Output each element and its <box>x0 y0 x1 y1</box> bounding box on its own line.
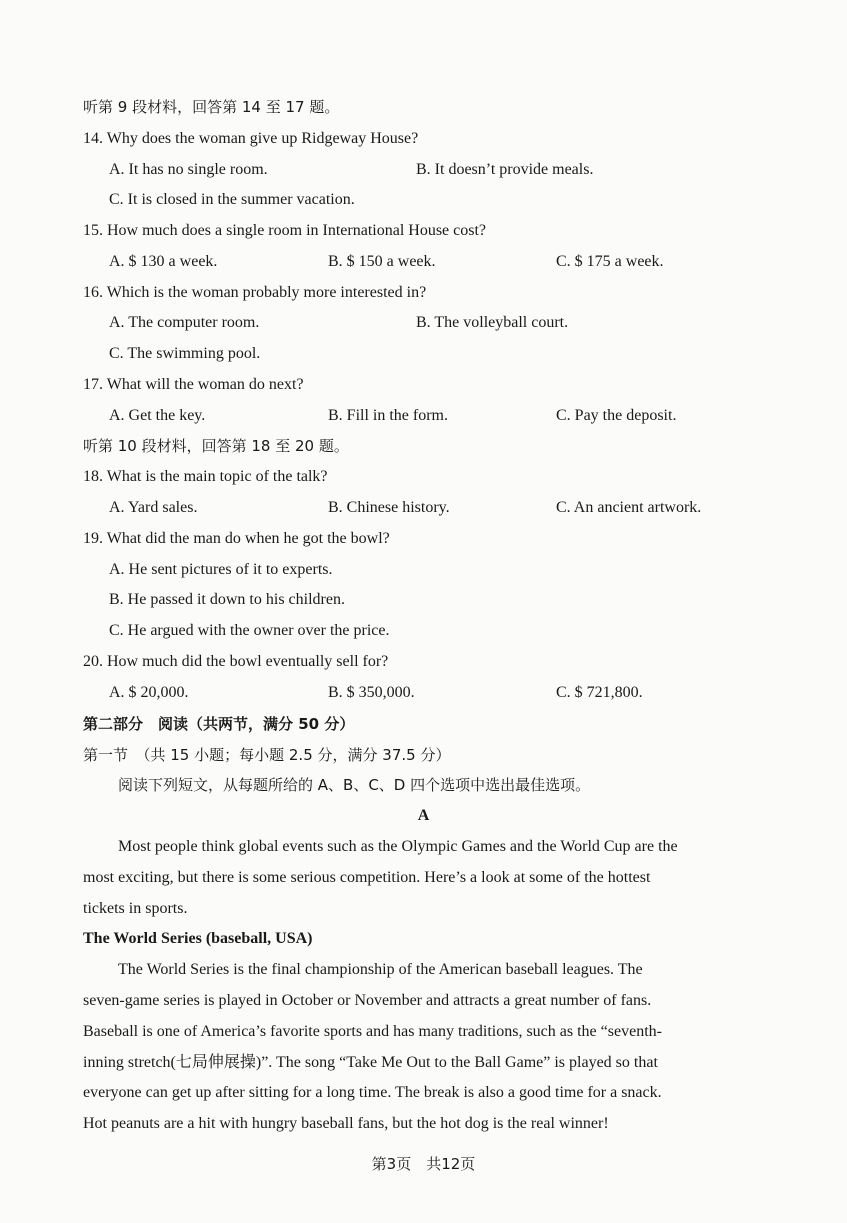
question-19: 19. What did the man do when he got the bowl? <box>83 530 390 547</box>
question-18: 18. What is the main topic of the talk? <box>83 468 328 485</box>
q16-option-c: C. The swimming pool. <box>109 345 261 362</box>
question-20: 20. How much did the bowl eventually sell for? <box>83 653 389 670</box>
passage-paragraph-line: inning stretch(七局伸展操)”. The song “Take Me Out to the Ball Game” is played so that <box>83 1054 658 1071</box>
section-one-heading: 第一节 （共 15 小题；每小题 2.5 分，满分 37.5 分） <box>83 746 451 764</box>
q20-option-a: A. $ 20,000. <box>109 684 189 701</box>
passage-paragraph-line: The World Series is the final championship of the American baseball leagues. The <box>118 961 643 978</box>
passage-paragraph-line: Most people think global events such as the Olympic Games and the World Cup are the <box>118 838 678 855</box>
passage-label: A <box>417 807 430 824</box>
part-two-heading: 第二部分 阅读（共两节，满分 50 分） <box>83 715 355 733</box>
question-17: 17. What will the woman do next? <box>83 376 304 393</box>
q19-option-b: B. He passed it down to his children. <box>109 591 345 608</box>
passage-paragraph-line: Baseball is one of America’s favorite sports and has many traditions, such as the “seventh- <box>83 1023 662 1040</box>
q17-option-a: A. Get the key. <box>109 407 206 424</box>
q16-option-b: B. The volleyball court. <box>416 314 569 331</box>
q15-option-c: C. $ 175 a week. <box>556 253 664 270</box>
q14-option-a: A. It has no single room. <box>109 161 268 178</box>
passage-subheading: The World Series (baseball, USA) <box>83 930 313 947</box>
reading-instruction: 阅读下列短文，从每题所给的 A、B、C、D 四个选项中选出最佳选项。 <box>118 776 591 794</box>
q14-option-b: B. It doesn’t provide meals. <box>416 161 594 178</box>
q19-option-a: A. He sent pictures of it to experts. <box>109 561 333 578</box>
q20-option-c: C. $ 721,800. <box>556 684 643 701</box>
passage-paragraph-line: everyone can get up after sitting for a long time. The break is also a good time for a snack. <box>83 1084 662 1101</box>
q18-option-a: A. Yard sales. <box>109 499 198 516</box>
page-footer: 第3页 共12页 <box>371 1155 476 1173</box>
passage-paragraph-line: Hot peanuts are a hit with hungry baseball fans, but the hot dog is the real winner! <box>83 1115 609 1132</box>
question-14: 14. Why does the woman give up Ridgeway House? <box>83 130 419 147</box>
q20-option-b: B. $ 350,000. <box>328 684 415 701</box>
q18-option-c: C. An ancient artwork. <box>556 499 702 516</box>
question-16: 16. Which is the woman probably more interested in? <box>83 284 427 301</box>
passage-paragraph-line: tickets in sports. <box>83 900 188 917</box>
q15-option-b: B. $ 150 a week. <box>328 253 436 270</box>
passage-paragraph-line: seven-game series is played in October or November and attracts a great number of fans. <box>83 992 652 1009</box>
section-intro-9: 听第 9 段材料，回答第 14 至 17 题。 <box>83 98 340 116</box>
q17-option-c: C. Pay the deposit. <box>556 407 677 424</box>
passage-paragraph-line: most exciting, but there is some serious competition. Here’s a look at some of the hottest <box>83 869 651 886</box>
q18-option-b: B. Chinese history. <box>328 499 450 516</box>
q14-option-c: C. It is closed in the summer vacation. <box>109 191 355 208</box>
q16-option-a: A. The computer room. <box>109 314 260 331</box>
q15-option-a: A. $ 130 a week. <box>109 253 218 270</box>
question-15: 15. How much does a single room in International House cost? <box>83 222 487 239</box>
q17-option-b: B. Fill in the form. <box>328 407 448 424</box>
q19-option-c: C. He argued with the owner over the price. <box>109 622 390 639</box>
section-intro-10: 听第 10 段材料，回答第 18 至 20 题。 <box>83 437 349 455</box>
